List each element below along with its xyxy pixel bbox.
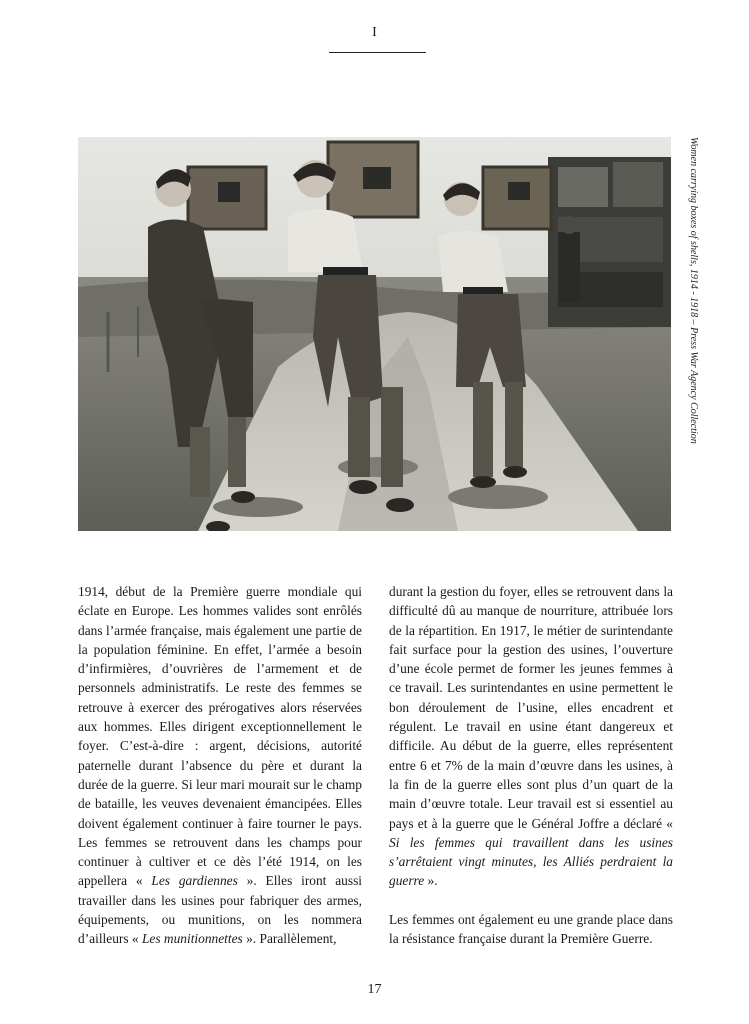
emphasis-joffre-quote: Si les femmes qui travaillent dans les usines s’arrêtaient vingt minutes, les Alliés perdraient la guerre — [389, 834, 673, 889]
text-column-right — [389, 582, 673, 948]
paragraph: Les femmes ont également eu une grande place dans la résistance française durant la Première Guerre. — [389, 911, 673, 947]
paragraph-text: durant la gestion du foyer, elles se retrouvent dans la difficulté dû au manque de nourriture, attribuée lors de la répartition. En 1917, le métier de surintendante fait surface pour la gestion des usines, l’ouverture d’une école permet de former les jeunes femmes à ce travail. Les surintendantes en usine permettent le bon déroulement de l’usine, elles encadrent et régulent. Le travail en usine étant dangereux et difficile. Au début de la guerre, elles représentent entre 6 et 7% de la main d’œuvre dans les usines, à la fin de la guerre elles sont plus d’un quart de la main d’œuvre totale. Leur travail est si essentiel au pays et à la guerre que le Général Joffre a déclaré « — [389, 584, 673, 831]
paragraph-text: 1914, début de la Première guerre mondiale qui éclate en Europe. Les hommes valides sont enrôlés dans l’armée française, mais également une partie de la population féminine. En effet, l’armée a besoin d’infirmières, d’ouvrières de l’armement et de personnels administratifs. Le reste des femmes se retrouve à exercer des prérogatives alors réservées aux hommes. Elles dirigent exceptionnellement le foyer. C’est-à-dire : argent, décisions, autorité paternelle durant l’absence du père et durant la durée de la guerre. Si leur mari mourait sur le champ de bataille, les veuves devenaient émancipées. Elles doivent également continuer à faire tourner le pays. Les femmes se retrouvent dans les champs pour continuer à cultiver et ce dès l’été 1914, on les appellera « — [78, 584, 362, 889]
text-column-left — [78, 582, 362, 949]
photo-illustration — [78, 137, 671, 531]
paragraph — [389, 582, 673, 891]
emphasis-gardiennes: Les gardiennes — [151, 873, 238, 889]
paragraph-text: ». Parallèlement, — [242, 931, 337, 947]
photo-caption-text: Women carrying boxes of shells, 1914 - 1918 – Press War Agency Collection — [688, 137, 699, 444]
paragraph — [78, 582, 362, 949]
photo-caption — [682, 137, 702, 531]
chapter-rule — [329, 52, 426, 53]
emphasis-munitionnettes: Les munitionnettes — [141, 931, 243, 947]
page-number: 17 — [367, 982, 382, 997]
paragraph-text: ». Elles iront aussi travailler dans les usines pour fabriquer des armes, équipements, ou munitions, on les nommera d’ailleurs « — [78, 873, 362, 947]
chapter-number: I — [372, 25, 377, 40]
historical-photo — [78, 137, 671, 531]
paragraph-text: ». — [424, 873, 438, 889]
